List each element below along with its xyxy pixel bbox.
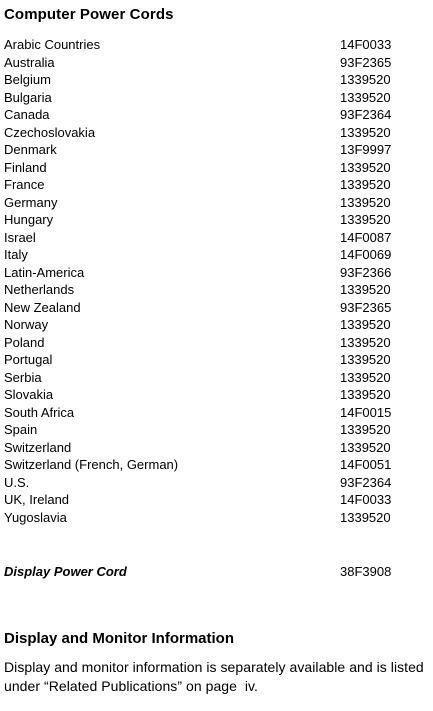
part-number-cell: 1339520 <box>340 369 391 385</box>
document-page <box>4 0 430 695</box>
table-row <box>4 509 430 527</box>
part-number-cell: 1339520 <box>340 89 391 105</box>
country-cell: Switzerland (French, German) <box>4 457 179 472</box>
table-row <box>4 36 430 54</box>
part-number-cell: 1339520 <box>340 212 391 227</box>
country-cell: Spain <box>4 422 38 437</box>
part-number-cell: 14F0033 <box>340 37 392 52</box>
part-number-cell: 13F9997 <box>340 142 392 157</box>
display-monitor-paragraph: Display and monitor information is separately available and is listed under “Related Publications” on page iv. <box>4 659 424 694</box>
part-number-cell: 1339520 <box>340 194 391 210</box>
table-row <box>4 316 430 334</box>
table-row <box>4 491 430 509</box>
country-cell: Portugal <box>4 352 53 367</box>
country-cell: Finland <box>4 159 47 175</box>
country-cell: Yugoslavia <box>4 509 67 525</box>
part-number-cell: 93F2365 <box>340 299 392 315</box>
part-number-cell: 1339520 <box>340 317 391 332</box>
display-power-cord-label: Display Power Cord <box>4 564 127 579</box>
part-number-cell: 93F2364 <box>340 474 392 490</box>
table-row <box>4 456 430 474</box>
part-number-cell: 1339520 <box>340 334 391 350</box>
country-cell: U.S. <box>4 474 30 490</box>
country-cell: Poland <box>4 334 45 350</box>
country-cell: Canada <box>4 107 50 122</box>
part-number-cell: 93F2364 <box>340 107 392 122</box>
part-number-cell: 1339520 <box>340 124 391 140</box>
table-row <box>4 211 430 229</box>
country-cell: New Zealand <box>4 299 81 315</box>
table-row <box>4 299 430 317</box>
section-title-display-monitor: Display and Monitor Information <box>4 630 235 647</box>
table-row <box>4 421 430 439</box>
country-cell: Hungary <box>4 212 54 227</box>
table-row <box>4 351 430 369</box>
part-number-cell: 14F0015 <box>340 404 392 420</box>
table-row <box>4 474 430 492</box>
table-row <box>4 159 430 177</box>
part-number-cell: 93F2365 <box>340 54 392 70</box>
part-number-cell: 1339520 <box>340 509 391 525</box>
table-row <box>4 334 430 352</box>
table-row <box>4 124 430 142</box>
country-cell: UK, Ireland <box>4 492 70 507</box>
country-cell: Italy <box>4 247 28 262</box>
table-row <box>4 281 430 299</box>
part-number-cell: 1339520 <box>340 422 391 437</box>
part-number-cell: 14F0087 <box>340 229 392 245</box>
table-row <box>4 141 430 159</box>
table-row <box>4 89 430 107</box>
country-cell: France <box>4 177 45 192</box>
part-number-cell: 14F0069 <box>340 247 392 262</box>
table-row <box>4 264 430 282</box>
country-cell: Netherlands <box>4 282 75 297</box>
table-row <box>4 106 430 124</box>
country-cell: Latin-America <box>4 264 85 280</box>
country-cell: Bulgaria <box>4 89 52 105</box>
part-number-cell: 1339520 <box>340 159 391 175</box>
country-cell: Norway <box>4 317 49 332</box>
country-cell: Israel <box>4 229 36 245</box>
table-row <box>4 71 430 89</box>
country-cell: Czechoslovakia <box>4 124 96 140</box>
display-power-cord-row <box>4 563 430 581</box>
table-row <box>4 176 430 194</box>
country-cell: Switzerland <box>4 439 72 455</box>
country-cell: Germany <box>4 194 58 210</box>
country-cell: Arabic Countries <box>4 37 101 52</box>
part-number-cell: 14F0033 <box>340 492 392 507</box>
table-row <box>4 439 430 457</box>
country-cell: Belgium <box>4 72 51 87</box>
part-number-cell: 93F2366 <box>340 264 392 280</box>
country-cell: Australia <box>4 54 55 70</box>
table-row <box>4 369 430 387</box>
part-number-cell: 1339520 <box>340 387 391 402</box>
part-number-cell: 14F0051 <box>340 457 392 472</box>
table-row <box>4 246 430 264</box>
section-title-power-cords: Computer Power Cords <box>4 6 174 23</box>
country-cell: Denmark <box>4 142 57 157</box>
country-cell: Serbia <box>4 369 42 385</box>
power-cord-table <box>4 36 430 526</box>
display-power-cord-part: 38F3908 <box>340 564 392 579</box>
country-cell: Slovakia <box>4 387 54 402</box>
part-number-cell: 1339520 <box>340 282 391 297</box>
part-number-cell: 1339520 <box>340 439 391 455</box>
part-number-cell: 1339520 <box>340 352 391 367</box>
table-row <box>4 386 430 404</box>
country-cell: South Africa <box>4 404 75 420</box>
part-number-cell: 1339520 <box>340 177 391 192</box>
part-number-cell: 1339520 <box>340 72 391 87</box>
power-cord-table-body <box>4 36 430 526</box>
table-row <box>4 404 430 422</box>
table-row <box>4 229 430 247</box>
table-row <box>4 54 430 72</box>
table-row <box>4 194 430 212</box>
